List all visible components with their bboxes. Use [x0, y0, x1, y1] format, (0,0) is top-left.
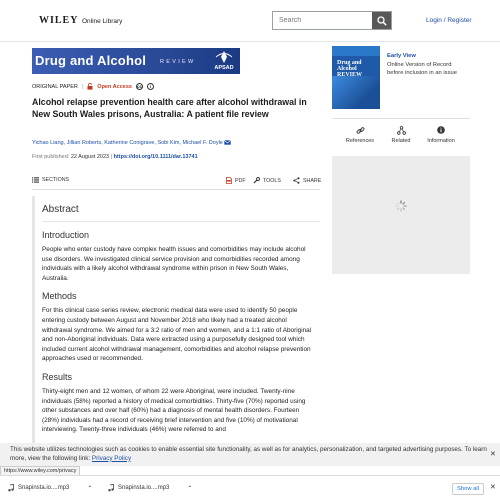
introduction-heading: Introduction	[42, 230, 90, 240]
wiley-logo[interactable]	[39, 15, 122, 26]
audio-file-icon	[108, 484, 114, 492]
info-icon	[437, 126, 445, 134]
article-type: ORIGINAL PAPER	[32, 83, 78, 90]
download-shelf	[0, 475, 500, 500]
email-icon[interactable]	[224, 140, 231, 145]
tab-references-label: References	[345, 138, 375, 144]
article-meta-row	[32, 83, 154, 90]
pdf-label: PDF	[235, 177, 246, 184]
author-list[interactable]	[32, 140, 231, 146]
cookie-text-block	[10, 446, 492, 463]
results-heading: Results	[42, 371, 73, 382]
tab-information-label: Information	[427, 138, 455, 144]
banner-title: Drug and Alcohol	[35, 53, 147, 68]
loading-spinner-icon	[395, 200, 407, 212]
meta-divider: |	[110, 154, 114, 160]
wrench-icon	[253, 177, 260, 184]
privacy-policy-link[interactable]: Privacy Policy	[91, 454, 132, 462]
abstract-section	[32, 196, 320, 456]
audio-file-icon	[8, 484, 14, 492]
cover-title: Drug and Alcohol REVIEW	[337, 60, 363, 78]
apsad-emblem-icon	[210, 50, 238, 64]
article-toolbar	[32, 174, 320, 190]
apsad-logo	[210, 50, 238, 72]
download-filename: Snapinsta.io....mp3	[18, 485, 70, 491]
rail-tabs	[332, 124, 470, 154]
logo-sub: Online Library	[81, 18, 123, 25]
pdf-button[interactable]	[226, 177, 246, 184]
tools-label: TOOLS	[263, 177, 281, 184]
abstract-heading: Abstract	[42, 204, 79, 215]
first-published-date: 22 August 2023	[70, 154, 110, 160]
sections-list-icon	[32, 177, 39, 183]
download-item[interactable]	[8, 484, 92, 492]
sections-label: SECTIONS	[42, 177, 70, 183]
results-text: Thirty-eight men and 12 women, of whom 22 were Aboriginal, were included. Twenty-nine individuals (58%) reported a history of medical comorbidities. Thirty-five (70%) reported using other substances and over half (60%) had a diagnosis of mental health disorders. Fourteen (28%) individuals had a record of receiving brief intervention and five (10%) of motivational interviewing. Twenty-three individuals (46%) were referred to and	[42, 387, 306, 434]
tab-related[interactable]	[381, 124, 421, 144]
cookie-text: This website utilizes technologies such as cookies to enable essential site functionality, as well as for analytics, personalization, and targeted advertising purposes. To learn more, view the following link:	[10, 446, 487, 462]
rail-content-panel	[332, 156, 470, 274]
first-published	[32, 154, 198, 160]
authors-text[interactable]: Yichao Liang, Jillian Roberts, Katherine Conigrave, Sobi Kim, Michael F. Doyle	[32, 140, 223, 146]
share-icon	[293, 177, 300, 184]
tab-references[interactable]	[340, 124, 380, 144]
banner-review: REVIEW	[160, 59, 196, 65]
by-license-icon[interactable]: i	[147, 83, 154, 90]
download-item[interactable]	[108, 484, 192, 492]
login-register-link[interactable]: Login / Register	[426, 17, 472, 24]
download-filename: Snapinsta.io....mp3	[118, 485, 170, 491]
article-title: Alcohol relapse prevention health care after alcohol withdrawal in New South Wales prisons, Australia: A patient file review	[32, 97, 307, 119]
rail-divider	[332, 118, 470, 119]
cc-license-icon[interactable]: cc	[136, 84, 142, 89]
search-input[interactable]	[273, 12, 372, 29]
open-access-lock-icon	[87, 83, 93, 90]
search-box	[272, 11, 392, 30]
link-icon	[356, 126, 365, 135]
chevron-up-icon[interactable]: ⌃	[87, 485, 93, 492]
related-network-icon	[397, 126, 406, 135]
share-button[interactable]	[293, 177, 321, 184]
methods-text: For this clinical case series review, electronic medical data were used to identify 50 people entering custody between August and November 2018 who likely had a treated alcohol withdrawal syndrome. We aimed for a 3:2 ratio of men and women, and a 1:1 ratio of Aboriginal and non-Aboriginal individuals. Data were extracted using a purposefully designed tool which included current alcohol withdrawal management, comorbidities and alcohol relapse prevention approaches used or recommended.	[42, 307, 312, 363]
tab-related-label: Related	[391, 138, 411, 144]
methods-heading: Methods	[42, 291, 77, 302]
logo-main: WILEY	[39, 15, 79, 26]
chevron-up-icon[interactable]: ⌃	[187, 485, 193, 492]
search-icon	[377, 16, 387, 26]
apsad-label: APSAD	[214, 65, 234, 71]
introduction-text: People who enter custody have complex health issues and comorbidities may include alcohol use disorders. We investigated clinical service provision and comorbidities recorded among individuals with a likely alcohol withdrawal syndrome within prison in New South Wales, Australia.	[42, 246, 306, 282]
doi-link[interactable]: https://doi.org/10.1111/dar.13741	[113, 154, 198, 160]
share-label: SHARE	[303, 177, 322, 184]
journal-banner[interactable]	[32, 48, 240, 74]
early-view-title[interactable]: Early View	[387, 53, 416, 59]
journal-cover-image[interactable]	[332, 46, 380, 109]
early-view-block	[387, 53, 467, 77]
sections-button[interactable]	[32, 177, 69, 183]
close-shelf-icon[interactable]: ✕	[490, 484, 496, 491]
early-view-description: Online Version of Record before inclusion in an issue	[387, 62, 457, 76]
cookie-close-icon[interactable]: ✕	[490, 451, 496, 458]
status-bar-url: https://www.wiley.com/privacy	[0, 466, 80, 476]
pdf-icon	[226, 177, 232, 184]
tools-button[interactable]	[253, 177, 281, 184]
first-published-label: First published:	[32, 154, 70, 160]
search-button[interactable]	[372, 12, 391, 29]
show-all-downloads-button[interactable]: Show all	[452, 483, 484, 495]
cookie-banner	[0, 443, 500, 466]
tab-information[interactable]	[421, 124, 461, 144]
open-access-label[interactable]: Open Access	[97, 83, 132, 90]
top-header	[0, 0, 500, 42]
meta-divider: |	[81, 83, 84, 90]
abstract-divider	[42, 221, 320, 222]
